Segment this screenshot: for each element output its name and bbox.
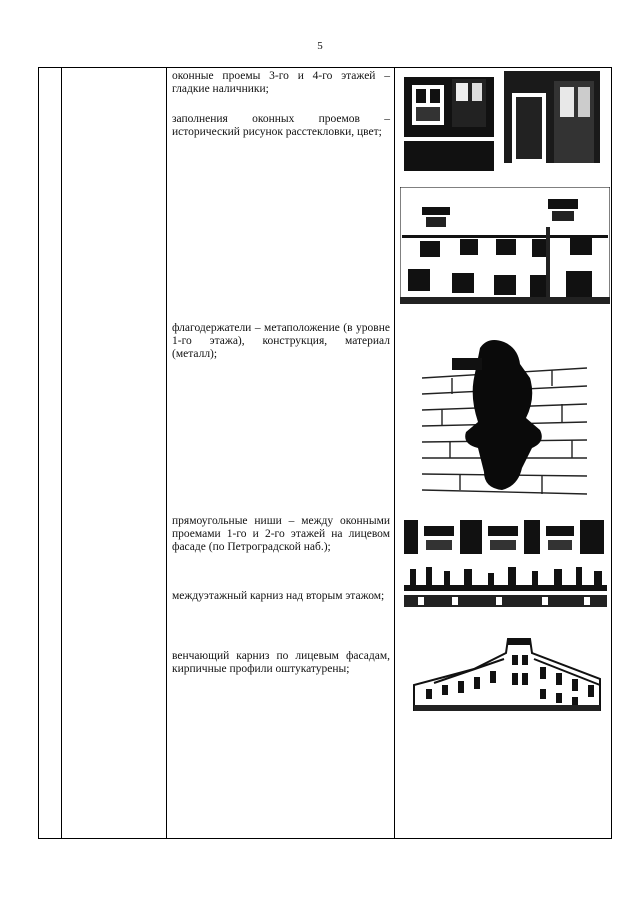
item-text: заполнения оконных проемов – исторический рисунок расстекловки, цвет; <box>172 113 390 138</box>
cornice-photo <box>404 565 607 607</box>
item-text: оконные проемы 3-го и 4-го этажей – гладкие наличники; <box>172 70 390 95</box>
page-number: 5 <box>317 40 323 52</box>
flag-holder-photo <box>422 318 587 503</box>
table-column-line <box>38 67 39 839</box>
niches-photo <box>404 520 604 554</box>
table-column-line <box>611 67 612 839</box>
table-column-line <box>166 67 167 839</box>
table-top-border <box>38 67 611 68</box>
table-bottom-border <box>38 838 611 839</box>
windows-closeup-photo <box>404 71 600 171</box>
facade-windows-photo <box>400 187 610 304</box>
item-text: прямоугольные ниши – между оконными проемами 1-го и 2-го этажей на лицевом фасаде (по Петроградской наб.); <box>172 515 390 553</box>
table-column-line <box>61 67 62 839</box>
item-text: флагодержатели – метаположение (в уровне 1-го этажа), конструкция, материал (металл); <box>172 322 390 360</box>
table-column-line <box>394 67 395 839</box>
building-corner-photo <box>404 633 604 711</box>
item-text: венчающий карниз по лицевым фасадам, кирпичные профили оштукатурены; <box>172 650 390 675</box>
item-text: междуэтажный карниз над вторым этажом; <box>172 590 385 602</box>
